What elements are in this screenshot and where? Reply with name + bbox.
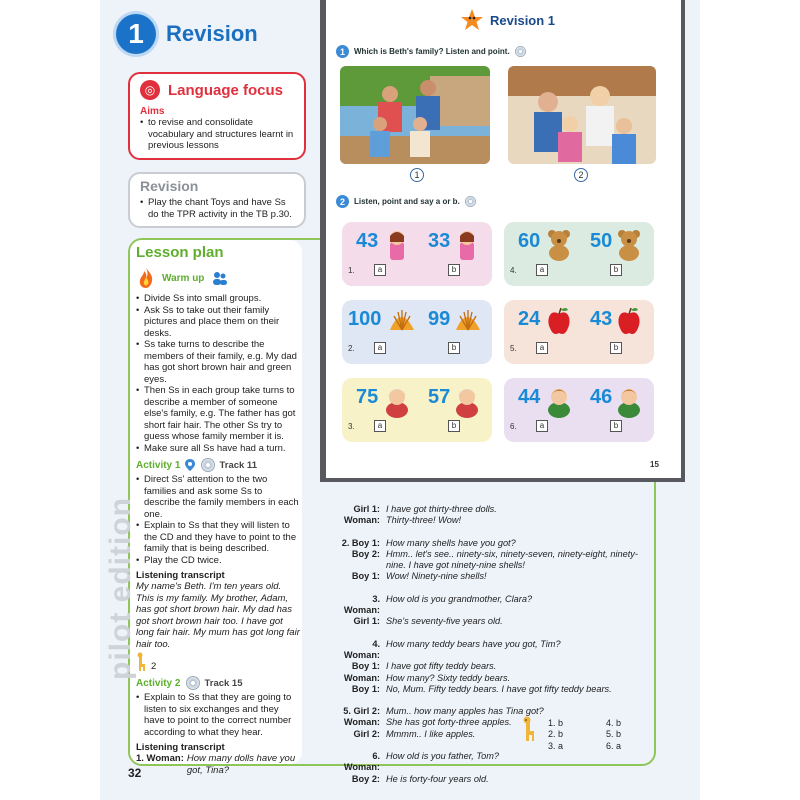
number-card	[504, 378, 654, 442]
utterance: Mum.. how many apples has Tina got?	[386, 706, 544, 717]
answer-item: 5. b	[606, 729, 622, 740]
utterance: nine. I have got ninety-nine shells!	[386, 560, 525, 571]
activity-1-transcript: My name's Beth. I'm ten years old. This is my family. My brother, Adam, has got short brown hair. My dad has got short brown hair too. I have got long fair hair. My mum has got long fair hair too.	[136, 581, 300, 650]
transcript-gap	[336, 583, 646, 594]
warm-up-label: Warm up	[162, 272, 205, 284]
transcript-line	[336, 673, 646, 684]
transcript-line	[336, 538, 646, 549]
cd-icon	[186, 676, 200, 690]
group-work-icon	[212, 271, 228, 285]
speaker: Boy 1:	[351, 571, 380, 582]
pointing-icon	[185, 459, 195, 471]
card-item-number: 5.	[510, 344, 517, 353]
option-b-box[interactable]: b	[610, 264, 622, 276]
card-number-a: 43	[356, 230, 379, 252]
transcript-line	[336, 504, 646, 515]
family-photo-2-illustration	[508, 66, 656, 164]
unit-number-badge: 1	[116, 14, 156, 54]
card-number-b: 33	[428, 230, 451, 252]
answer-key	[548, 718, 636, 752]
photo-2-label: 2	[574, 168, 588, 182]
student-book-title: Revision 1	[490, 12, 556, 28]
activity-2-header	[136, 676, 300, 690]
utterance: Wow! Ninety-nine shells!	[386, 571, 487, 582]
card-item-number: 4.	[510, 266, 517, 275]
warm-up-header	[136, 267, 300, 289]
doll-icon	[454, 228, 482, 262]
card-number-b: 46	[590, 386, 613, 408]
speaker: 2. Boy 1:	[341, 537, 380, 548]
revision-box	[128, 172, 306, 228]
teddy-icon	[616, 228, 644, 262]
card-number-a: 100	[348, 308, 382, 330]
speaker: Boy 1:	[351, 683, 380, 694]
family-photo-1	[340, 66, 490, 164]
grandma-icon	[384, 384, 412, 418]
student-page-number: 15	[650, 460, 659, 469]
utterance: How many shells have you got?	[386, 537, 516, 548]
warm-up-item: • Ss take turns to describe the members of their family, e.g. My dad has got short brown hair and green eyes.	[136, 339, 300, 385]
question-2-text: Listen, point and say a or b.	[354, 197, 460, 206]
card-number-b: 43	[590, 308, 613, 330]
activity-1-item: • Play the CD twice.	[136, 555, 300, 567]
photo-1-label: 1	[410, 168, 424, 182]
apple-icon	[616, 306, 644, 340]
card-number-a: 75	[356, 386, 379, 408]
aims-item: • to revise and consolidate vocabulary and structures learnt in previous lessons	[140, 117, 294, 152]
option-b-box[interactable]: b	[448, 342, 460, 354]
revision-box-title: Revision	[140, 178, 199, 194]
warm-up-item: • Then Ss in each group take turns to describe a member of someone else's family, e.g. The father has got short fair hair. The other Ss try to guess whose family member it is.	[136, 385, 300, 443]
activity-2-track: Track 15	[204, 677, 243, 689]
answer-item: 3. a	[548, 740, 564, 751]
transcript-line	[336, 661, 646, 672]
option-a-box[interactable]: a	[536, 420, 548, 432]
transcript-line	[336, 549, 646, 560]
utterance: No, Mum. Fifty teddy bears. I have got fifty teddy bears.	[386, 683, 612, 694]
shell-icon	[454, 306, 482, 340]
number-card	[504, 222, 654, 286]
number-card	[342, 378, 492, 442]
transcript-line	[336, 684, 646, 695]
card-number-a: 44	[518, 386, 541, 408]
transcript-line	[336, 515, 646, 526]
speaker: 5. Girl 2:	[343, 706, 380, 717]
activity-1-item: • Direct Ss' attention to the two families and ask some Ss to describe the family members in each one.	[136, 474, 300, 520]
transcript-line	[336, 571, 646, 582]
card-item-number: 2.	[348, 344, 355, 353]
activity-2-first-line	[136, 753, 300, 776]
number-card	[504, 300, 654, 364]
speaker: 4. Woman:	[343, 638, 380, 660]
man-icon	[616, 384, 644, 418]
unit-title: Revision	[166, 21, 258, 46]
number-card	[342, 300, 492, 364]
utterance: How old is you grandmother, Clara?	[386, 593, 533, 604]
page-number: 32	[128, 766, 142, 780]
speaker: 1. Woman:	[136, 753, 184, 764]
speaker: Boy 2:	[351, 548, 380, 559]
option-a-box[interactable]: a	[536, 264, 548, 276]
utterance: Hmm.. let's see.. ninety-six, ninety-seven, ninety-eight, ninety-	[386, 548, 638, 559]
activity-1-transcript-label: Listening transcript	[136, 570, 225, 581]
speaker: Boy 1:	[351, 661, 380, 672]
option-a-box[interactable]: a	[536, 342, 548, 354]
option-b-box[interactable]: b	[610, 420, 622, 432]
speaker	[336, 560, 380, 571]
language-focus-title: Language focus	[168, 81, 284, 99]
fire-icon	[136, 267, 156, 289]
speaker: Woman:	[343, 515, 380, 526]
transcript-line	[336, 774, 646, 785]
card-number-a: 24	[518, 308, 541, 330]
utterance: Mmmm.. I like apples.	[386, 728, 476, 739]
card-number-a: 60	[518, 230, 541, 252]
shell-icon	[388, 306, 416, 340]
warm-up-item: • Ask Ss to take out their family pictures and place them on their desks.	[136, 305, 300, 340]
target-icon: ◎	[140, 80, 160, 100]
starfish-icon	[460, 8, 484, 32]
speaker: Girl 2:	[353, 728, 380, 739]
speaker: Boy 2:	[351, 773, 380, 784]
number-card	[342, 222, 492, 286]
language-focus-header	[140, 80, 294, 100]
student-book-header	[460, 8, 555, 32]
transcript-line	[336, 616, 646, 627]
activity-1-answer-row	[136, 652, 300, 672]
activity-2-item: • Explain to Ss that they are going to listen to six exchanges and they have to point to the correct number according to what they hear.	[136, 692, 300, 738]
doll-icon	[384, 228, 412, 262]
activity-1-track: Track 11	[219, 459, 257, 471]
transcript-gap	[336, 527, 646, 538]
speaker: Woman:	[343, 717, 380, 728]
option-a-box[interactable]: a	[374, 264, 386, 276]
activity-1-label: Activity 1	[136, 459, 181, 471]
card-number-b: 50	[590, 230, 613, 252]
transcript-gap	[336, 695, 646, 706]
card-number-b: 57	[428, 386, 451, 408]
cd-icon	[201, 458, 215, 472]
utterance: How many dolls have you got, Tina?	[186, 753, 296, 776]
card-item-number: 1.	[348, 266, 355, 275]
utterance: I have got thirty-three dolls.	[386, 504, 497, 514]
option-a-box[interactable]: a	[374, 420, 386, 432]
aims-label: Aims	[140, 106, 165, 117]
card-item-number: 6.	[510, 422, 517, 431]
cd-icon	[465, 196, 476, 207]
grandma-icon	[454, 384, 482, 418]
giraffe-icon	[522, 716, 538, 742]
transcript-gap	[336, 628, 646, 639]
card-item-number: 3.	[348, 422, 355, 431]
card-number-b: 99	[428, 308, 451, 330]
transcript-line	[336, 751, 646, 774]
speaker: 6. Woman:	[343, 751, 380, 773]
transcript-line	[336, 639, 646, 662]
question-1-text: Which is Beth's family? Listen and point.	[354, 47, 510, 56]
answer-item: 1. b	[548, 718, 564, 728]
cd-icon	[515, 46, 526, 57]
speaker: 3. Woman:	[343, 593, 380, 616]
utterance: She's seventy-five years old.	[386, 616, 503, 627]
warm-up-item: • Divide Ss into small groups.	[136, 293, 300, 305]
answer-item: 2. b	[548, 729, 564, 740]
family-photo-2	[508, 66, 656, 164]
option-a-box[interactable]: a	[374, 342, 386, 354]
option-b-box[interactable]: b	[610, 342, 622, 354]
activity-2-label: Activity 2	[136, 677, 181, 689]
utterance: Thirty-three! Wow!	[386, 515, 462, 526]
pilot-edition-watermark: pilot edition	[104, 497, 137, 680]
utterance: How many? Sixty teddy bears.	[386, 672, 511, 683]
question-1-number: 1	[336, 45, 349, 58]
transcript-line	[336, 594, 646, 617]
activity-1-item: • Explain to Ss that they will listen to the CD and they have to point to the family that is being described.	[136, 520, 300, 555]
question-1	[336, 45, 526, 58]
activity-1-answer: 2	[151, 660, 157, 672]
language-focus-box	[128, 72, 306, 160]
warm-up-item: • Make sure all Ss have had a turn.	[136, 443, 300, 455]
lesson-plan-title: Lesson plan	[136, 244, 224, 261]
answer-item: 4. b	[606, 718, 622, 728]
utterance: How old is you father, Tom?	[386, 751, 500, 762]
transcript-line	[336, 706, 646, 717]
option-b-box[interactable]: b	[448, 420, 460, 432]
question-2	[336, 195, 476, 208]
answer-item: 6. a	[606, 740, 622, 751]
apple-icon	[546, 306, 574, 340]
teddy-icon	[546, 228, 574, 262]
utterance: How many teddy bears have you got, Tim?	[386, 638, 561, 649]
revision-item: • Play the chant Toys and have Ss do the TPR activity in the TB p.30.	[140, 197, 294, 220]
utterance: I have got fifty teddy bears.	[386, 661, 497, 672]
lesson-plan-column	[136, 244, 300, 776]
speaker: Girl 1:	[353, 616, 380, 627]
activity-1-header	[136, 458, 300, 472]
transcript-line	[336, 560, 646, 571]
speaker: Girl 1:	[353, 504, 380, 514]
activity-2-transcript-label: Listening transcript	[136, 742, 225, 753]
utterance: He is forty-four years old.	[386, 773, 489, 784]
utterance: She has got forty-three apples.	[386, 717, 512, 728]
unit-header	[116, 14, 258, 54]
family-photo-1-illustration	[340, 66, 490, 164]
man-icon	[546, 384, 574, 418]
question-2-number: 2	[336, 195, 349, 208]
speaker: Woman:	[343, 672, 380, 683]
option-b-box[interactable]: b	[448, 264, 460, 276]
